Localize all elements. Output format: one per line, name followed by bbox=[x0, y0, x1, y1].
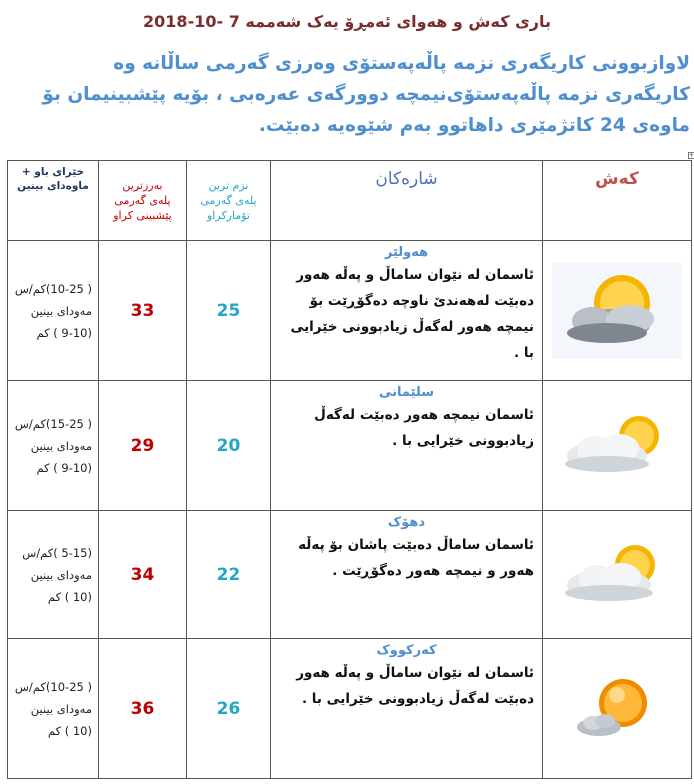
wind-visibility-cell: ( 10-25)کم/س مەودای بینین (9-10 ) کم bbox=[8, 241, 99, 381]
forecast-intro bbox=[30, 48, 690, 141]
wind-visibility-cell: ( 10-25)کم/س مەودای بینین (10 ) کم bbox=[8, 639, 99, 779]
max-temp-cell: 29 bbox=[99, 381, 187, 511]
city-cell bbox=[271, 241, 543, 381]
max-temp-cell: 33 bbox=[99, 241, 187, 381]
table-header-row bbox=[8, 161, 692, 241]
weather-icon-cell bbox=[543, 241, 692, 381]
cloud-sun-icon bbox=[557, 406, 677, 486]
city-cell bbox=[271, 381, 543, 511]
intro-line: ماوەی 24 کاتژمێری داهاتوو بەم شێوەیە دەبێت. bbox=[258, 115, 690, 136]
table-move-handle-icon[interactable]: + bbox=[689, 152, 694, 159]
city-name: سلێمانی bbox=[378, 385, 435, 400]
city-cell bbox=[271, 639, 543, 779]
min-temp-cell: 25 bbox=[187, 241, 271, 381]
intro-line: کاریگەری نزمە پاڵەپەستۆی‌نیمچە دوورگەی عەرەبی ، بۆیە پێشبینیمان بۆ bbox=[42, 84, 690, 105]
weather-icon-cell bbox=[543, 381, 692, 511]
max-temp-cell: 34 bbox=[99, 511, 187, 639]
table-row bbox=[8, 511, 692, 639]
weather-description: ئاسمان نیمچە هەور دەبێت لەگەڵ زیادبوونی خێرایی با . bbox=[314, 407, 534, 449]
table-row bbox=[8, 381, 692, 511]
page-title: باری کەش و هەوای ئەمڕۆ یەک شەممە 7 -10-2018 bbox=[143, 12, 551, 31]
column-header-wind: خێرای باو + ماوەدای بینین bbox=[8, 161, 99, 241]
forecast-table bbox=[7, 160, 692, 779]
city-name: هەولێر bbox=[384, 245, 429, 260]
intro-line: لاوازبوونی کاریگەری نزمە پاڵەپەستۆی وەرزی گەرمی ساڵانە وە bbox=[113, 53, 690, 74]
weather-description: ئاسمان ساماڵ دەبێت پاشان بۆ پەڵە هەور و نیمچە هەور دەگۆڕێت . bbox=[298, 537, 534, 579]
column-header-max-temp: بەرزترین پلەی گەرمی پێشبینی کراو bbox=[99, 161, 187, 241]
cloud-sun-icon bbox=[557, 535, 677, 615]
weather-description: ئاسمان لە نێوان ساماڵ و پەڵە هەور دەبێت لەهەندێ ناوچە دەگۆڕێت بۆ نیمچە هەور لەگەڵ زیادبوونی خێرایی با . bbox=[290, 267, 534, 361]
wind-visibility-cell: ( 15-25)کم/س مەودای بینین (9-10 ) کم bbox=[8, 381, 99, 511]
min-temp-cell: 20 bbox=[187, 381, 271, 511]
weather-icon-cell bbox=[543, 511, 692, 639]
min-temp-cell: 26 bbox=[187, 639, 271, 779]
city-name: دهۆک bbox=[387, 515, 426, 530]
sun-behind-cloud-icon bbox=[552, 263, 682, 359]
column-header-min-temp: نزم ترین پلەی گەرمی تۆمارکراو bbox=[187, 161, 271, 241]
column-header-weather: کەش bbox=[543, 161, 692, 241]
wind-visibility-cell: (5-15 )کم/س مەودای بینین (10 ) کم bbox=[8, 511, 99, 639]
max-temp-cell: 36 bbox=[99, 639, 187, 779]
table-row bbox=[8, 639, 692, 779]
weather-icon-cell bbox=[543, 639, 692, 779]
table-row bbox=[8, 241, 692, 381]
city-name: کەرکووک bbox=[376, 643, 437, 658]
sun-small-cloud-icon bbox=[567, 669, 667, 749]
min-temp-cell: 22 bbox=[187, 511, 271, 639]
city-cell bbox=[271, 511, 543, 639]
column-header-city: شارەکان bbox=[271, 161, 543, 241]
weather-description: ئاسمان لە نێوان ساماڵ و پەڵە هەور دەبێت لەگەڵ زیادبوونی خێرایی با . bbox=[296, 665, 534, 707]
